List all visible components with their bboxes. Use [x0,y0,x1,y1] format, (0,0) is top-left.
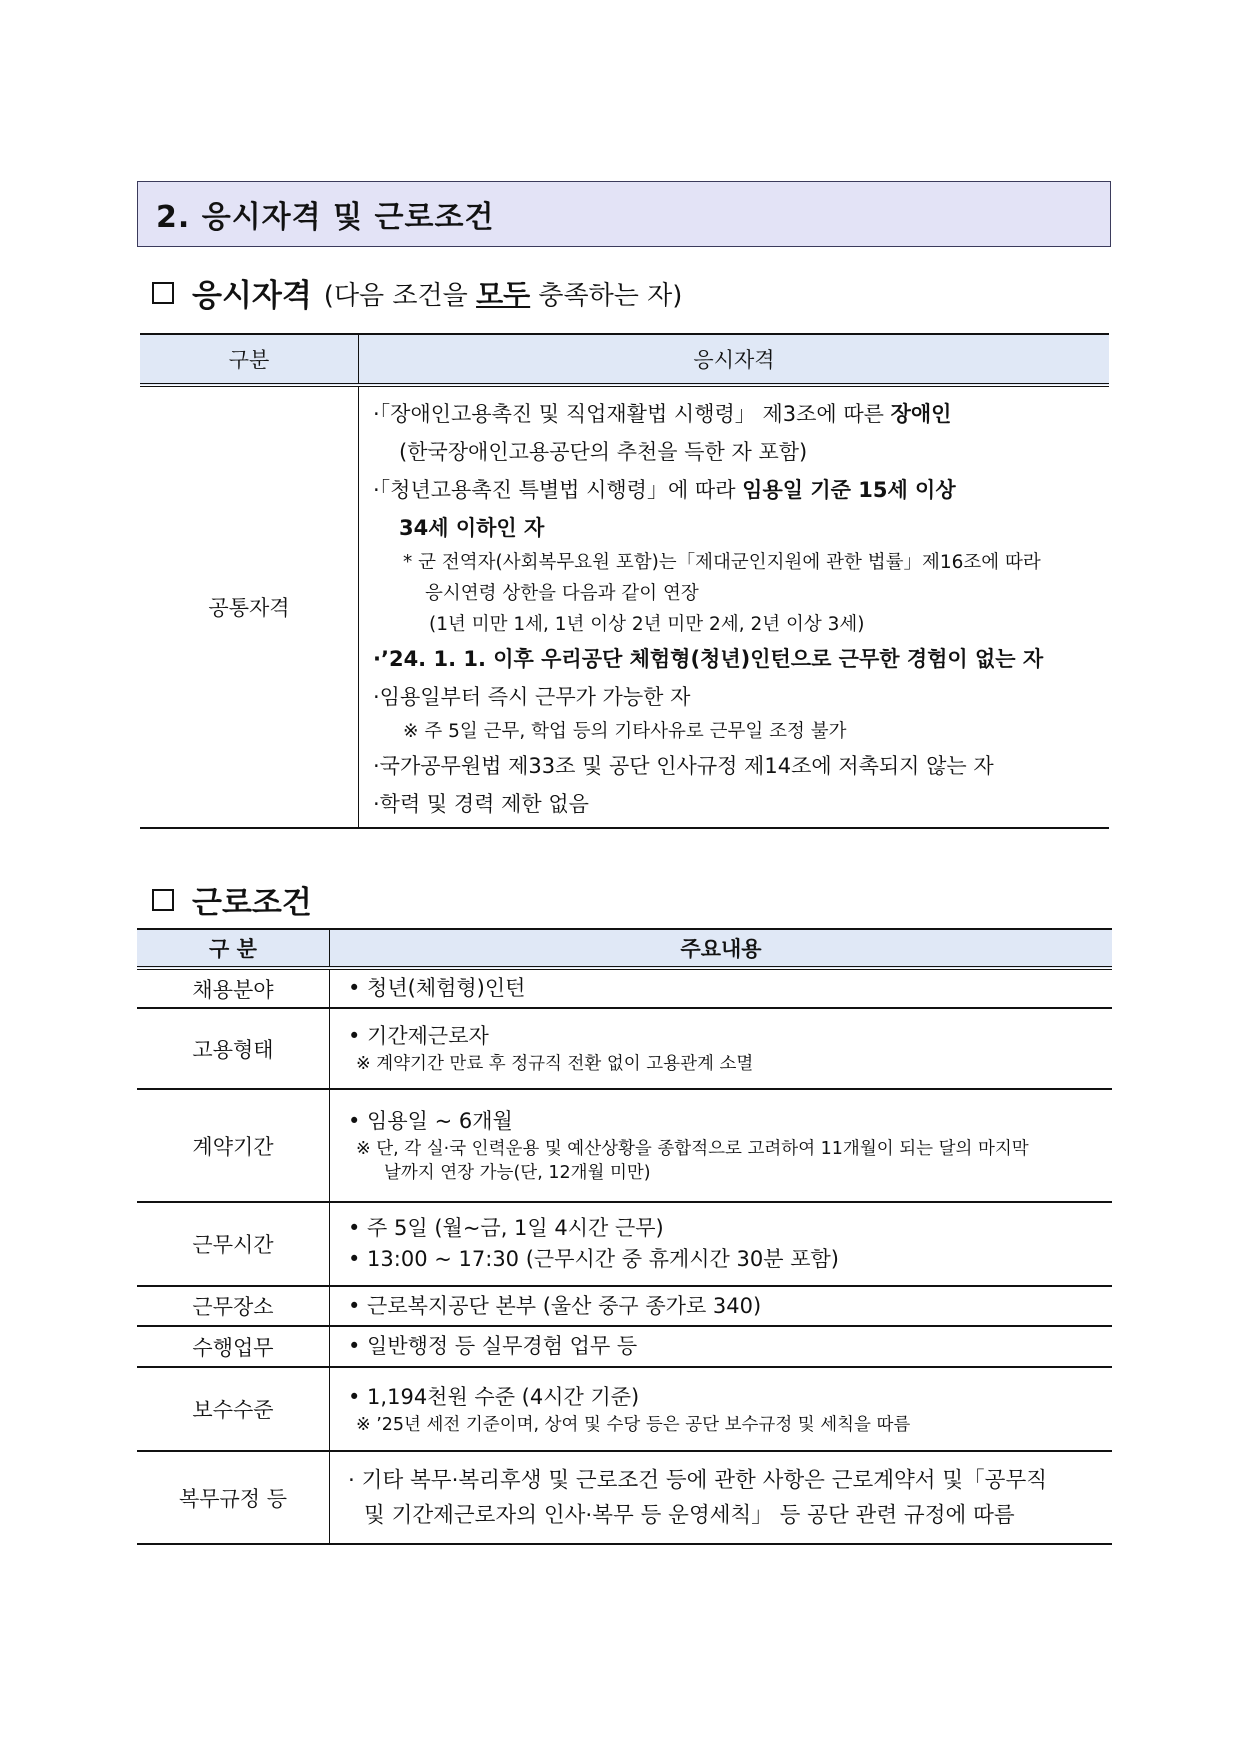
list-item [373,509,1099,547]
item-bold: 임용일 기준 15세 이상 [742,478,956,502]
conditions-table [137,928,1112,1545]
table-row [137,1202,1112,1286]
bullet: • 임용일 ~ 6개월 [348,1109,513,1133]
list-item [373,640,1099,678]
row-note: ※ 단, 각 실·국 인력운용 및 예산상황을 종합적으로 고려하여 11개월이 되는 달의 마지막 [356,1139,1029,1159]
list-item: ·국가공무원법 제33조 및 공단 인사규정 제14조에 저촉되지 않는 자 [373,754,994,778]
eligibility-heading-paren [324,273,683,313]
table-row [137,1089,1112,1202]
eligibility-list [359,385,1110,828]
paren-pre: (다음 조건을 [323,280,477,311]
list-note: (1년 미만 1세, 1년 이상 2년 미만 2세, 2년 이상 3세) [429,614,865,635]
list-item [373,471,1099,509]
row-content [330,1286,1113,1326]
row-content [330,1451,1113,1544]
bullet: • 기간제근로자 [348,1024,489,1048]
row-label: 계약기간 [137,1089,330,1202]
checkbox-icon [152,282,174,304]
duty-line: 및 기간제근로자의 인사·복무 등 운영세칙」 등 공단 관련 규정에 따름 [364,1502,1015,1528]
list-note: * 군 전역자(사회복무요원 포함)는「제대군인지원에 관한 법률」제16조에 따라 [403,552,1041,573]
bullet: • 청년(체험형)인턴 [348,976,526,1000]
table-row [137,1326,1112,1367]
row-label: 수행업무 [137,1326,330,1367]
list-item: ·학력 및 경력 제한 없음 [373,792,589,816]
table-row [137,1367,1112,1451]
col-header-category: 구분 [140,334,359,385]
item-bold: 장애인 [890,402,952,426]
row-content [330,1008,1113,1089]
row-note: ※ 계약기간 만료 후 정규직 전환 없이 고용관계 소멸 [356,1054,754,1074]
duty-line: · 기타 복무·복리후생 및 근로조건 등에 관한 사항은 근로계약서 및「공무직 [348,1467,1047,1493]
conditions-heading [152,877,312,922]
item-bold: ·’24. 1. 1. 이후 우리공단 체험형(청년)인턴으로 근무한 경험이 없는 자 [373,647,1044,671]
row-note-cont: 날까지 연장 가능(단, 12개월 미만) [384,1163,651,1183]
row-label: 복무규정 등 [137,1451,330,1544]
bullet: • 1,194천원 수준 (4시간 기준) [348,1384,640,1409]
row-note [348,1161,1112,1185]
row-label: 근무시간 [137,1202,330,1286]
eligibility-table [140,333,1109,829]
table-row [137,1451,1112,1544]
row-label: 고용형태 [137,1008,330,1089]
table-header-row [140,334,1109,385]
conditions-heading-text: 근로조건 [192,885,312,921]
section-title: 2. 응시자격 및 근로조건 [137,181,1111,247]
item-text: ·「청년고용촉진 특별법 시행령」에 따라 [373,478,743,502]
paren-bold: 모두 [476,277,531,311]
bullet: • 근로복지공단 본부 (울산 중구 종가로 340) [348,1293,762,1318]
row-label: 근무장소 [137,1286,330,1326]
table-row [137,1286,1112,1326]
row-label: 보수수준 [137,1367,330,1451]
list-item: (한국장애인고용공단의 추천을 득한 자 포함) [399,440,808,464]
row-label: 채용분야 [137,968,330,1008]
list-item [373,395,1099,433]
item-text: ·「장애인고용촉진 및 직업재활법 시행령」 제3조에 따른 [373,402,891,426]
item-bold: 34세 이하인 자 [399,516,545,540]
list-note: 응시연령 상한을 다음과 같이 연장 [425,583,699,604]
col-header-content: 주요내용 [330,929,1113,968]
table-row [137,1008,1112,1089]
eligibility-heading-text: 응시자격 [192,278,312,314]
checkbox-icon [152,889,174,911]
paren-post: 충족하는 자) [530,280,683,311]
table-row [140,385,1109,828]
table-header-row [137,929,1112,968]
table-row [137,968,1112,1008]
list-note: ※ 주 5일 근무, 학업 등의 기타사유로 근무일 조정 불가 [403,721,847,742]
row-note: ※ ’25년 세전 기준이며, 상여 및 수당 등은 공단 보수규정 및 세칙을 따름 [356,1414,911,1435]
row-content [330,1202,1113,1286]
bullet: • 주 5일 (월~금, 1일 4시간 근무) [348,1216,664,1240]
row-label-common: 공통자격 [140,385,359,828]
col-header-category: 구 분 [137,929,330,968]
col-header-eligibility: 응시자격 [359,334,1110,385]
eligibility-heading [152,270,682,315]
bullet: • 일반행정 등 실무경험 업무 등 [348,1334,638,1358]
row-content [330,968,1113,1008]
list-item: ·임용일부터 즉시 근무가 가능한 자 [373,685,691,709]
row-content [330,1367,1113,1451]
row-content [330,1326,1113,1367]
bullet: • 13:00 ~ 17:30 (근무시간 중 휴게시간 30분 포함) [348,1247,839,1271]
row-content [330,1089,1113,1202]
